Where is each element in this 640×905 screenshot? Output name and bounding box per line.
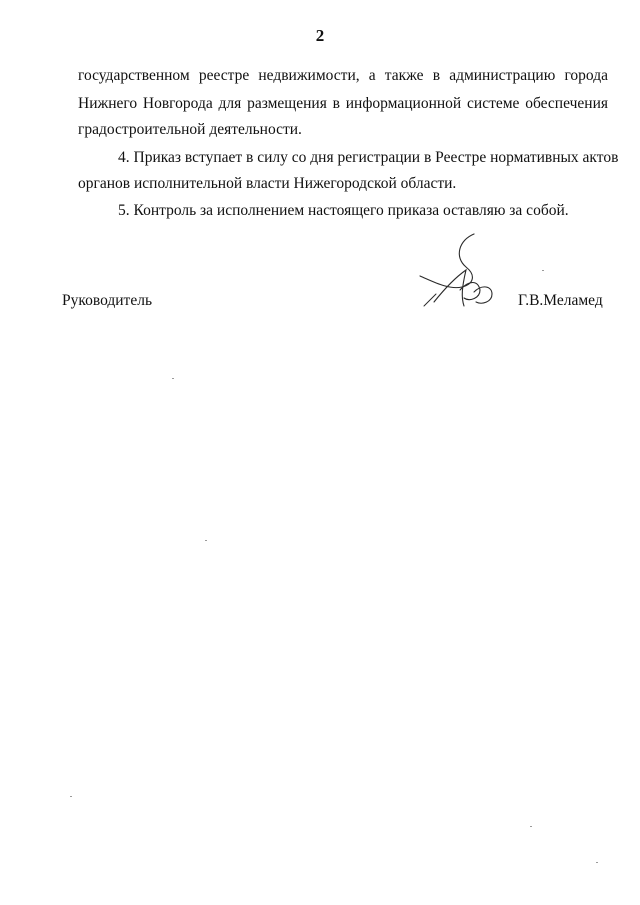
position-label: Руководитель — [62, 292, 153, 309]
handwritten-signature-icon — [414, 232, 514, 314]
scan-speck — [172, 378, 174, 379]
scan-speck — [70, 796, 72, 797]
page-number: 2 — [315, 26, 325, 45]
scan-speck — [530, 826, 532, 827]
paragraph-4-line-2: органов исполнительной власти Нижегородской области. — [78, 175, 457, 192]
scan-speck — [542, 270, 544, 271]
paragraph-4-line-1: 4. Приказ вступает в силу со дня регистрации в Реестре нормативных актов — [118, 149, 619, 166]
scan-speck — [205, 540, 207, 541]
signer-name: Г.В.Меламед — [518, 292, 603, 309]
paragraph-3-line-1: государственном реестре недвижимости, а также в администрацию города — [78, 67, 608, 84]
paragraph-3-line-2: Нижнего Новгорода для размещения в информационной системе обеспечения — [78, 95, 608, 112]
scan-speck — [596, 862, 598, 863]
paragraph-5: 5. Контроль за исполнением настоящего приказа оставляю за собой. — [118, 202, 569, 219]
paragraph-3-line-3: градостроительной деятельности. — [78, 121, 302, 138]
